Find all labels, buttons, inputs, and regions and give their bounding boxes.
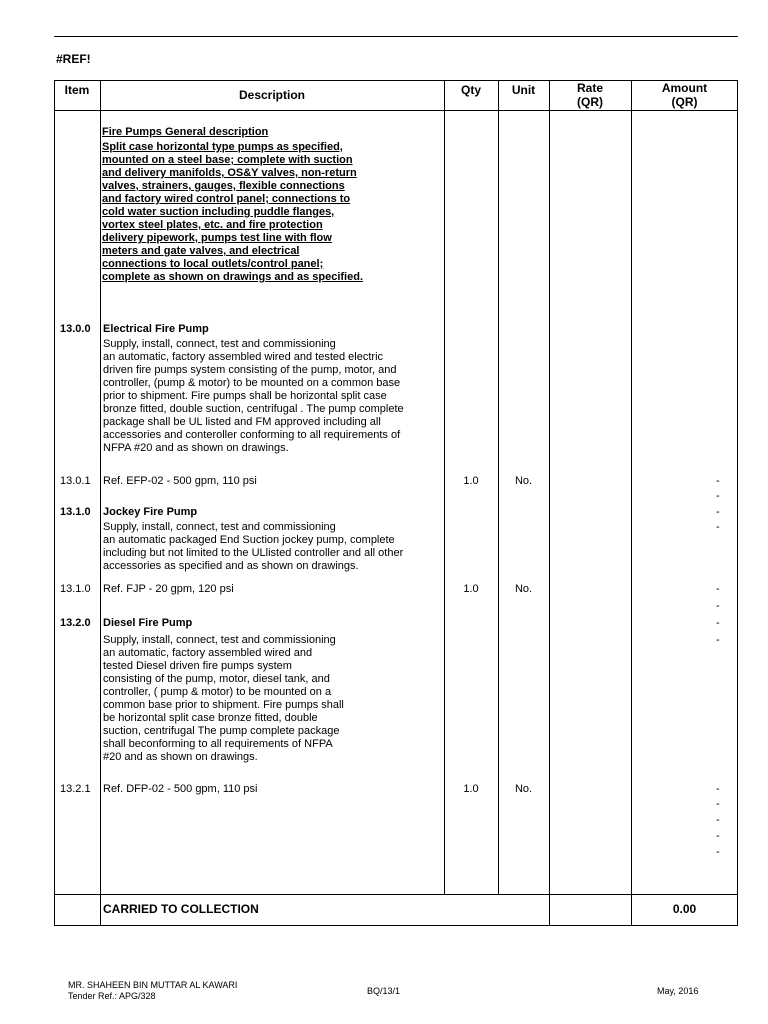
electrical-row-description: Ref. EFP-02 - 500 gpm, 110 psi — [103, 475, 257, 487]
diesel-line: be horizontal split case bronze fitted, double — [103, 712, 318, 724]
electrical-line: package shall be UL listed and FM approved including all — [103, 416, 381, 428]
amount-dash: - — [716, 490, 720, 502]
diesel-line: tested Diesel driven fire pumps system — [103, 660, 292, 672]
col-divider-unit — [549, 80, 550, 926]
amount-dash: - — [716, 814, 720, 826]
diesel-line: shall beconforming to all requirements of NFPA — [103, 738, 333, 750]
general-line: complete as shown on drawings and as specified. — [102, 271, 364, 283]
diesel-line: Supply, install, connect, test and commissioning — [103, 634, 336, 646]
electrical-description — [103, 338, 404, 455]
general-line: meters and gate valves, and electrical — [102, 245, 300, 257]
diesel-description — [103, 634, 344, 764]
jockey-line: including but not limited to the ULlisted controller and all other — [103, 547, 404, 559]
electrical-line: driven fire pumps system consisting of the pump, motor, and — [103, 364, 397, 376]
jockey-line: Supply, install, connect, test and commissioning — [103, 521, 336, 533]
footer-page-ref: BQ/13/1 — [367, 986, 401, 996]
jockey-description — [103, 521, 403, 573]
amount-dash: - — [716, 783, 720, 795]
diesel-line: #20 and as shown on drawings. — [103, 751, 258, 763]
carried-to-collection-label: CARRIED TO COLLECTION — [103, 902, 259, 916]
amount-dash: - — [716, 634, 720, 646]
header-bottom-rule — [54, 110, 738, 111]
header-description: Description — [238, 88, 305, 102]
general-line: delivery pipework, pumps test line with flow — [102, 232, 332, 244]
diesel-item-number: 13.2.0 — [60, 617, 91, 629]
general-line: valves, strainers, gauges, flexible connections — [102, 180, 345, 192]
electrical-row-item: 13.0.1 — [60, 475, 91, 487]
electrical-row-qty: 1.0 — [463, 475, 479, 487]
amount-dash: - — [716, 521, 720, 533]
amount-dash: - — [716, 506, 720, 518]
header-rate-label: Rate — [576, 81, 603, 95]
header-amount — [631, 81, 738, 109]
amount-dash: - — [716, 798, 720, 810]
carried-to-collection-total: 0.00 — [672, 902, 697, 916]
amount-dash: - — [716, 617, 720, 629]
electrical-line: bronze fitted, double suction, centrifugal . The pump complete — [103, 403, 404, 415]
diesel-row-unit: No. — [514, 783, 533, 795]
general-line: cold water suction including puddle flanges, — [102, 206, 335, 218]
header-rate — [549, 81, 631, 109]
header-unit: Unit — [511, 83, 536, 97]
diesel-row-description: Ref. DFP-02 - 500 gpm, 110 psi — [103, 783, 258, 795]
header-amount-unit: (QR) — [671, 95, 698, 109]
electrical-title: Electrical Fire Pump — [103, 323, 209, 335]
general-line: and factory wired control panel; connections to — [102, 193, 351, 205]
electrical-line: controller, (pump & motor) to be mounted on a common base — [103, 377, 401, 389]
header-item: Item — [64, 83, 90, 97]
amount-dash: - — [716, 600, 720, 612]
diesel-row-item: 13.2.1 — [60, 783, 91, 795]
general-line: mounted on a steel base; complete with suction — [102, 154, 353, 166]
electrical-line: prior to shipment. Fire pumps shall be horizontal split case — [103, 390, 387, 402]
header-qty: Qty — [460, 83, 481, 97]
jockey-line: an automatic packaged End Suction jockey pump, complete — [103, 534, 395, 546]
diesel-line: common base prior to shipment. Fire pumps shall — [103, 699, 344, 711]
electrical-line: NFPA #20 and as shown on drawings. — [103, 442, 289, 454]
general-line: connections to local outlets/control panel; — [102, 258, 324, 270]
jockey-row-item: 13.1.0 — [60, 583, 91, 595]
electrical-item-number: 13.0.0 — [60, 323, 91, 335]
diesel-title: Diesel Fire Pump — [103, 617, 193, 629]
jockey-item-number: 13.1.0 — [60, 506, 91, 518]
general-line: Split case horizontal type pumps as specified, — [102, 141, 343, 153]
header-amount-label: Amount — [661, 81, 708, 95]
electrical-line: accessories and conteroller conforming to all requirements of — [103, 429, 401, 441]
ref-label: #REF! — [56, 52, 91, 66]
col-divider-rate — [631, 80, 632, 926]
diesel-row-qty: 1.0 — [463, 783, 479, 795]
amount-dash: - — [716, 583, 720, 595]
header-rate-unit: (QR) — [577, 95, 603, 109]
electrical-line: an automatic, factory assembled wired and tested electric — [103, 351, 384, 363]
amount-dash: - — [716, 846, 720, 858]
electrical-row-unit: No. — [514, 475, 533, 487]
col-divider-item — [100, 80, 101, 926]
jockey-row-unit: No. — [514, 583, 533, 595]
general-title: Fire Pumps General description — [102, 126, 269, 138]
jockey-line: accessories as specified and as shown on drawings. — [103, 560, 359, 572]
footer-date: May, 2016 — [657, 986, 699, 996]
general-line: and delivery manifolds, OS&Y valves, non-return — [102, 167, 357, 179]
footer-tender-ref: Tender Ref.: APG/328 — [68, 991, 156, 1001]
amount-dash: - — [716, 475, 720, 487]
diesel-line: consisting of the pump, motor, diesel tank, and — [103, 673, 330, 685]
general-line: vortex steel plates, etc. and fire protection — [102, 219, 323, 231]
diesel-line: an automatic, factory assembled wired and — [103, 647, 313, 659]
jockey-row-description: Ref. FJP - 20 gpm, 120 psi — [103, 583, 234, 595]
diesel-line: controller, ( pump & motor) to be mounted on a — [103, 686, 332, 698]
jockey-title: Jockey Fire Pump — [103, 506, 198, 518]
diesel-line: suction, centrifugal The pump complete package — [103, 725, 340, 737]
top-rule — [54, 36, 738, 37]
general-lines — [102, 141, 363, 284]
total-top-rule — [54, 894, 738, 895]
jockey-row-qty: 1.0 — [463, 583, 479, 595]
footer-client: MR. SHAHEEN BIN MUTTAR AL KAWARI — [68, 980, 238, 990]
amount-dash: - — [716, 830, 720, 842]
electrical-line: Supply, install, connect, test and commissioning — [103, 338, 336, 350]
